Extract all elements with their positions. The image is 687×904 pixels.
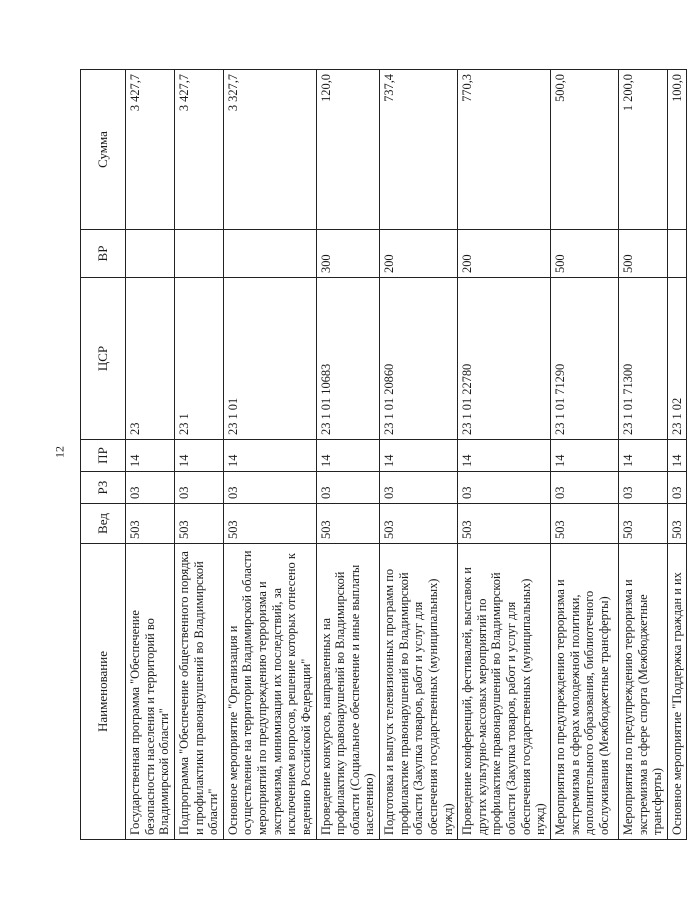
rotated-table-container <box>80 70 684 840</box>
cell-ved: 503 <box>550 504 618 544</box>
table-row <box>223 70 316 840</box>
cell-vr: 200 <box>380 230 458 278</box>
cell-sum: 3 427,7 <box>174 70 223 230</box>
cell-csr: 23 1 02 <box>667 278 687 440</box>
cell-rz: 03 <box>223 472 316 504</box>
cell-pr: 14 <box>380 440 458 472</box>
table-row <box>550 70 618 840</box>
table-row <box>380 70 458 840</box>
cell-rz: 03 <box>458 472 551 504</box>
cell-ved: 503 <box>174 504 223 544</box>
table-row <box>316 70 380 840</box>
cell-sum: 100,0 <box>667 70 687 230</box>
cell-sum: 500,0 <box>550 70 618 230</box>
header-ved: Вед <box>81 504 126 544</box>
cell-vr: 500 <box>618 230 667 278</box>
cell-vr: 500 <box>550 230 618 278</box>
cell-csr: 23 1 01 20860 <box>380 278 458 440</box>
cell-csr: 23 1 01 71300 <box>618 278 667 440</box>
header-csr: ЦСР <box>81 278 126 440</box>
cell-pr: 14 <box>618 440 667 472</box>
cell-name: Основное мероприятие "Поддержка граждан и их <box>667 544 687 840</box>
header-sum: Сумма <box>81 70 126 230</box>
cell-pr: 14 <box>223 440 316 472</box>
cell-csr: 23 1 01 22780 <box>458 278 551 440</box>
cell-rz: 03 <box>380 472 458 504</box>
cell-name: Мероприятия по предупреждению терроризма и экстремизма в сфере спорта (Межбюджетные трансферты) <box>618 544 667 840</box>
cell-sum: 3 327,7 <box>223 70 316 230</box>
cell-rz: 03 <box>667 472 687 504</box>
cell-sum: 3 427,7 <box>126 70 175 230</box>
cell-csr: 23 1 <box>174 278 223 440</box>
cell-rz: 03 <box>316 472 380 504</box>
table-row <box>458 70 551 840</box>
cell-vr: 200 <box>458 230 551 278</box>
cell-vr <box>667 230 687 278</box>
cell-ved: 503 <box>618 504 667 544</box>
header-vr: ВР <box>81 230 126 278</box>
cell-name: Основное мероприятие "Организация и осуществление на территории Владимирской области мероприятий по предупреждению терроризма и экстремизма, минимизации их последствий, за исключением вопросов, решение которых отнесено к ведению Российской Федерации" <box>223 544 316 840</box>
table-row <box>618 70 667 840</box>
cell-ved: 503 <box>126 504 175 544</box>
cell-vr <box>223 230 316 278</box>
table-header-row <box>81 70 126 840</box>
cell-pr: 14 <box>667 440 687 472</box>
cell-name: Подготовка и выпуск телевизионных программ по профилактике правонарушений во Владимирской области (Закупка товаров, работ и услуг для обеспечения государственных (муниципальных) нужд) <box>380 544 458 840</box>
cell-name: Проведение конкурсов, направленных на профилактику правонарушений во Владимирской области (Социальное обеспечение и иные выплаты населению) <box>316 544 380 840</box>
cell-ved: 503 <box>316 504 380 544</box>
cell-sum: 737,4 <box>380 70 458 230</box>
cell-pr: 14 <box>174 440 223 472</box>
cell-name: Государственная программа "Обеспечение безопасности населения и территорий во Владимирской области" <box>126 544 175 840</box>
cell-name: Подпрограмма "Обеспечение общественного порядка и профилактики правонарушений во Владимирской области" <box>174 544 223 840</box>
cell-name: Проведение конференций, фестивалей, выставок и других культурно-массовых мероприятий по профилактике правонарушений во Владимирской области (Закупка товаров, работ и услуг для обеспечения государственных (муниципальных) нужд) <box>458 544 551 840</box>
table-row <box>126 70 175 840</box>
cell-sum: 770,3 <box>458 70 551 230</box>
cell-sum: 120,0 <box>316 70 380 230</box>
cell-ved: 503 <box>380 504 458 544</box>
cell-vr <box>174 230 223 278</box>
cell-rz: 03 <box>550 472 618 504</box>
table-row <box>174 70 223 840</box>
header-pr: ПР <box>81 440 126 472</box>
cell-vr <box>126 230 175 278</box>
page-number: 12 <box>52 446 67 458</box>
document-page <box>80 70 684 840</box>
header-rz: РЗ <box>81 472 126 504</box>
cell-ved: 503 <box>223 504 316 544</box>
cell-pr: 14 <box>458 440 551 472</box>
cell-pr: 14 <box>316 440 380 472</box>
cell-ved: 503 <box>667 504 687 544</box>
cell-csr: 23 1 01 10683 <box>316 278 380 440</box>
cell-csr: 23 <box>126 278 175 440</box>
cell-name: Мероприятия по предупреждению терроризма и экстремизма в сферах молодежной политики, дополнительного образования, библиотечного обслуживания (Межбюджетные трансферты) <box>550 544 618 840</box>
cell-rz: 03 <box>126 472 175 504</box>
cell-vr: 300 <box>316 230 380 278</box>
cell-csr: 23 1 01 <box>223 278 316 440</box>
table-row <box>667 70 687 840</box>
cell-sum: 1 200,0 <box>618 70 667 230</box>
cell-pr: 14 <box>550 440 618 472</box>
cell-ved: 503 <box>458 504 551 544</box>
cell-rz: 03 <box>174 472 223 504</box>
cell-csr: 23 1 01 71290 <box>550 278 618 440</box>
header-name: Наименование <box>81 544 126 840</box>
budget-table <box>80 69 687 840</box>
cell-pr: 14 <box>126 440 175 472</box>
cell-rz: 03 <box>618 472 667 504</box>
